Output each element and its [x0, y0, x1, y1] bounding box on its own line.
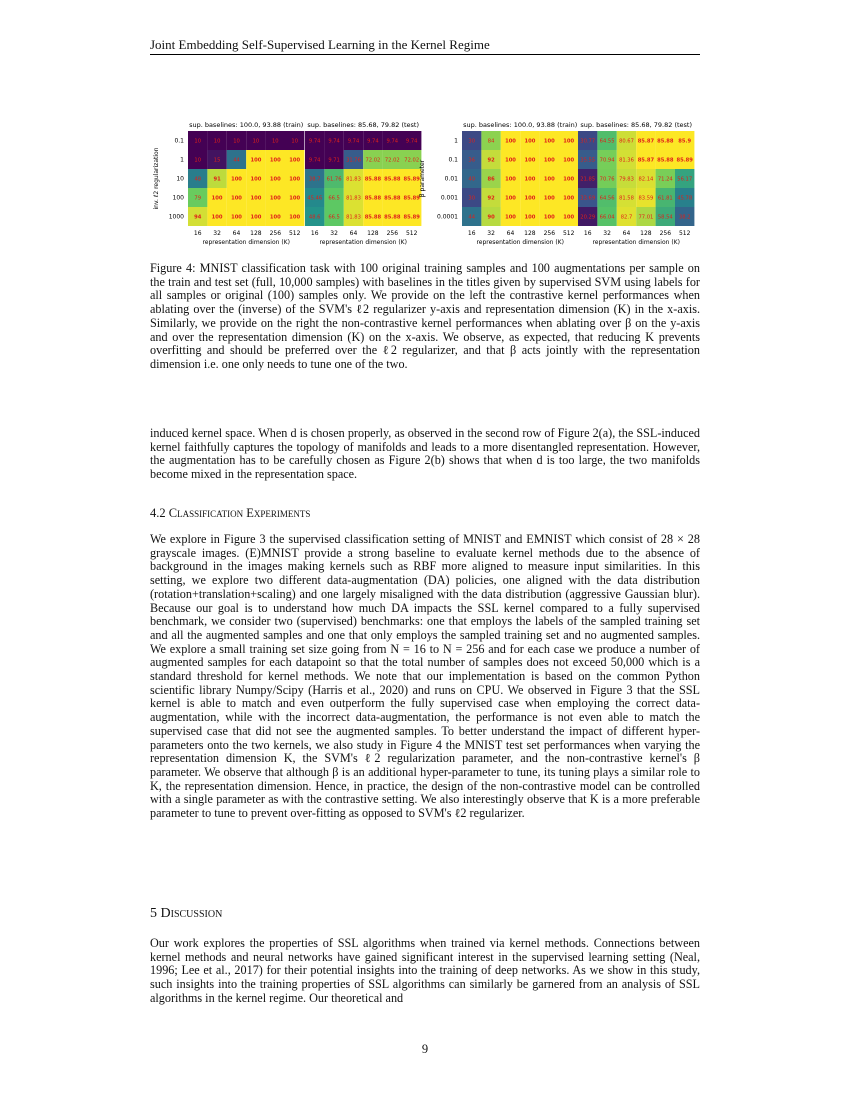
- paragraph: We explore in Figure 3 the supervised classification setting of MNIST and EMNIST which consist of 28 × 28 grayscale images. (E)MNIST provide a strong baseline to evaluate kernel methods due to the absence of background in the images making kernels such as RBF more aligned to measure input similarities. In this setting, we explore two different data-augmentation (DA) policies, one aligned with the data distribution (rotation+translation+scaling) and one largely misaligned with the data distribution (aggressive Gaussian blur). Because our goal is to understand how much DA impacts the SSL kernel compared to a fully supervised benchmark, we consider two (supervised) benchmarks: one that employs the labels of the sampled training set and all the augmented samples and one that only employs the sampled training set and no augmented samples. We explore a small training set size going from N = 16 to N = 256 and for each case we produce a number of augmented samples for each datapoint so that the total number of samples does not exceed 50,000 which is a standard threshold for kernel methods. We note that our implementation is based on the common Python scientific library Numpy/Scipy (Harris et al., 2020) and runs on CPU. We observed in Figure 3 that the SSL kernel is able to match and even outperform the fully supervised case when employing the correct data-augmentation, while with the incorrect data-augmentation, the performance is not even able to match the supervised case that did not see the augmented samples. To better understand the impact of different hyper-parameters onto the two kernels, we also study in Figure 4 the MNIST test set performances when varying the representation dimension K, the SVM's ℓ2 regularization parameter, and the non-contrastive kernel's β parameter. We observe that although β is an additional hyper-parameter to tune, its tuning plays a similar role to K, the representation dimension. Hence, in practice, the design of the non-contrastive model can be controlled with a single parameter as with the contrastive setting. We also interestingly observe that K is a more preferable parameter to tune to prevent over-fitting as opposed to SVM's ℓ2 regularizer.: [150, 532, 700, 821]
- cell-value-label: 100: [505, 138, 516, 145]
- x-tick-label: 32: [213, 230, 221, 237]
- cell-value-label: 40: [468, 176, 476, 183]
- cell-value-label: 85.87: [637, 138, 655, 145]
- x-tick-label: 512: [562, 230, 575, 237]
- cell-value-label: 72.02: [384, 157, 400, 164]
- cell-value-label: 61.76: [326, 176, 342, 183]
- heatmap-title: sup. baselines: 85.68, 79.82 (test): [580, 121, 693, 129]
- cell-value-label: 100: [289, 176, 301, 183]
- cell-value-label: 38.2: [678, 214, 691, 221]
- cell-value-label: 94: [194, 214, 202, 221]
- x-axis-label: representation dimension (K): [202, 239, 290, 246]
- cell-value-label: 85.9: [678, 138, 692, 145]
- cell-value-label: 9.74: [386, 138, 399, 145]
- cell-value-label: 100: [250, 176, 262, 183]
- cell-value-label: 100: [563, 176, 575, 183]
- cell-value-label: 100: [289, 195, 301, 202]
- cell-value-label: 45.46: [307, 195, 323, 202]
- cell-value-label: 100: [524, 176, 536, 183]
- x-tick-label: 512: [678, 230, 691, 237]
- cell-value-label: 79: [194, 195, 202, 202]
- cell-value-label: 9.74: [405, 138, 418, 145]
- figure-caption: Figure 4: MNIST classification task with 100 original training samples and 100 augmentations per sample on the train and test set (full, 10,000 samples) with baselines in the titles given by supervised SVM using labels for all samples or original (100) samples only. We provide on the left the contrastive kernel performances when ablating over the (inverse) of the SVM's ℓ2 regularizer y-axis and representation dimension (K) in the x-axis. Similarly, we provide on the right the non-contrastive kernel performances when ablating over β on the y-axis and over the representation dimension (K) on the x-axis. We observe, as expected, that reducing K prevents overfitting and should be preferred over the ℓ2 regularizer, and that β acts jointly with the representation dimension i.e. one only needs to tune one of the two.: [150, 261, 700, 371]
- x-tick-label: 256: [386, 230, 399, 237]
- x-tick-label: 16: [467, 230, 476, 237]
- cell-value-label: 86: [487, 176, 495, 183]
- cell-value-label: 36: [468, 157, 476, 164]
- page-number: 9: [421, 1042, 429, 1056]
- cell-value-label: 10: [233, 138, 240, 145]
- y-tick-label: 10: [176, 175, 184, 183]
- cell-value-label: 100: [505, 176, 516, 183]
- cell-value-label: 85.89: [403, 176, 420, 183]
- cell-value-label: 100: [289, 214, 301, 221]
- cell-value-label: 100: [563, 157, 575, 164]
- y-axis-label: β parameter: [419, 159, 426, 198]
- cell-value-label: 77.01: [638, 214, 654, 221]
- cell-value-label: 64.56: [599, 195, 615, 202]
- cell-value-label: 56.17: [677, 176, 693, 183]
- cell-value-label: 10: [213, 138, 221, 145]
- cell-value-label: 100: [563, 138, 575, 145]
- section-heading-5: 5 Discussion: [150, 906, 223, 921]
- x-tick-label: 32: [330, 230, 338, 237]
- y-tick-label: 0.01: [444, 175, 458, 183]
- cell-value-label: 81.36: [619, 157, 634, 164]
- cell-value-label: 80.67: [619, 138, 634, 145]
- cell-value-label: 81.58: [619, 195, 634, 202]
- cell-value-label: 85.89: [403, 214, 420, 221]
- cell-value-label: 100: [250, 214, 262, 221]
- cell-value-label: 30.77: [580, 138, 596, 145]
- cell-value-label: 84: [487, 138, 495, 145]
- x-tick-label: 64: [232, 230, 241, 237]
- cell-value-label: 100: [250, 157, 262, 164]
- cell-value-label: 82.7: [620, 214, 633, 221]
- x-tick-label: 512: [405, 230, 418, 237]
- y-tick-label: 1000: [168, 213, 184, 221]
- y-tick-label: 0.1: [174, 137, 184, 145]
- cell-value-label: 9.74: [328, 138, 340, 145]
- x-tick-label: 256: [659, 230, 672, 237]
- cell-value-label: 44: [233, 157, 240, 164]
- x-axis-label: representation dimension (K): [319, 239, 407, 246]
- header-rule: [150, 54, 700, 55]
- cell-value-label: 10: [271, 138, 279, 145]
- cell-value-label: 45.78: [677, 195, 693, 202]
- cell-value-label: 100: [269, 157, 281, 164]
- x-tick-label: 32: [603, 230, 611, 237]
- cell-value-label: 100: [211, 195, 223, 202]
- cell-value-label: 82.14: [638, 176, 654, 183]
- cell-value-label: 72.02: [404, 157, 420, 164]
- cell-value-label: 85.88: [364, 214, 382, 221]
- x-tick-label: 128: [524, 230, 536, 237]
- cell-value-label: 90: [487, 214, 495, 221]
- cell-value-label: 48: [194, 176, 202, 183]
- cell-value-label: 100: [524, 214, 536, 221]
- cell-value-label: 85.88: [364, 176, 382, 183]
- y-tick-label: 100: [172, 194, 184, 202]
- cell-value-label: 9.71: [328, 157, 340, 164]
- cell-value-label: 30: [468, 138, 476, 145]
- heatmap-title: sup. baselines: 100.0, 93.88 (train): [463, 121, 578, 129]
- y-tick-label: 0.1: [448, 156, 458, 164]
- cell-value-label: 10: [252, 138, 260, 145]
- x-tick-label: 64: [622, 230, 631, 237]
- y-axis-label: inv. ℓ2 regularization: [153, 147, 160, 210]
- cell-value-label: 30: [468, 195, 476, 202]
- cell-value-label: 100: [524, 138, 536, 145]
- y-tick-label: 1: [180, 156, 184, 164]
- cell-value-label: 79.83: [619, 176, 634, 183]
- cell-value-label: 70.76: [599, 176, 615, 183]
- cell-value-label: 66.5: [328, 195, 340, 202]
- cell-value-label: 92: [487, 157, 495, 164]
- cell-value-label: 100: [505, 195, 516, 202]
- x-tick-label: 32: [487, 230, 495, 237]
- cell-value-label: 58.54: [657, 214, 673, 221]
- cell-value-label: 100: [543, 157, 555, 164]
- cell-value-label: 100: [269, 214, 281, 221]
- cell-value-label: 85.88: [657, 138, 674, 145]
- cell-value-label: 9.74: [308, 157, 321, 164]
- cell-value-label: 100: [505, 214, 516, 221]
- cell-value-label: 33.69: [580, 195, 596, 202]
- cell-value-label: 9.74: [347, 138, 360, 145]
- x-tick-label: 256: [543, 230, 556, 237]
- heatmap-title: sup. baselines: 85.68, 79.82 (test): [307, 121, 420, 129]
- cell-value-label: 85.87: [637, 157, 655, 164]
- cell-value-label: 61.81: [657, 195, 673, 202]
- section-heading-4-2: 4.2 Classification Experiments: [150, 506, 311, 520]
- cell-value-label: 85.88: [384, 195, 401, 202]
- figure-4-heatmaps: [140, 112, 710, 247]
- cell-value-label: 85.89: [403, 195, 420, 202]
- cell-value-label: 91: [213, 176, 221, 183]
- cell-value-label: 64.55: [599, 138, 615, 145]
- cell-value-label: 100: [563, 195, 575, 202]
- cell-value-label: 72.02: [365, 157, 381, 164]
- cell-value-label: 100: [543, 138, 555, 145]
- cell-value-label: 100: [543, 176, 555, 183]
- cell-value-label: 31.76: [346, 157, 361, 164]
- x-axis-label: representation dimension (K): [476, 239, 564, 246]
- cell-value-label: 48.6: [308, 214, 321, 221]
- cell-value-label: 10: [291, 138, 299, 145]
- cell-value-label: 15: [213, 157, 221, 164]
- cell-value-label: 100: [231, 195, 242, 202]
- y-tick-label: 0.001: [440, 194, 458, 202]
- y-tick-label: 1: [454, 137, 458, 145]
- cell-value-label: 35.55: [580, 157, 596, 164]
- cell-value-label: 9.74: [308, 138, 321, 145]
- cell-value-label: 71.24: [657, 176, 673, 183]
- cell-value-label: 81.83: [346, 176, 361, 183]
- x-tick-label: 128: [640, 230, 652, 237]
- cell-value-label: 100: [543, 214, 555, 221]
- x-axis-label: representation dimension (K): [592, 239, 680, 246]
- cell-value-label: 38.7: [308, 176, 321, 183]
- cell-value-label: 66.5: [328, 214, 340, 221]
- x-tick-label: 64: [349, 230, 358, 237]
- x-tick-label: 512: [288, 230, 301, 237]
- x-tick-label: 128: [367, 230, 379, 237]
- cell-value-label: 100: [543, 195, 555, 202]
- cell-value-label: 9.74: [367, 138, 379, 145]
- cell-value-label: 100: [524, 195, 536, 202]
- cell-value-label: 85.89: [676, 157, 693, 164]
- x-tick-label: 64: [506, 230, 515, 237]
- x-tick-label: 16: [193, 230, 202, 237]
- cell-value-label: 10: [194, 157, 202, 164]
- heatmap-title: sup. baselines: 100.0, 93.88 (train): [189, 121, 304, 129]
- cell-value-label: 100: [231, 176, 242, 183]
- cell-value-label: 81.83: [346, 195, 361, 202]
- cell-value-label: 100: [269, 176, 281, 183]
- cell-value-label: 10: [194, 138, 202, 145]
- cell-value-label: 21.85: [580, 176, 596, 183]
- cell-value-label: 100: [231, 214, 242, 221]
- cell-value-label: 85.88: [657, 157, 674, 164]
- y-tick-label: 0.0001: [437, 213, 458, 221]
- cell-value-label: 100: [505, 157, 516, 164]
- paragraph: induced kernel space. When d is chosen properly, as observed in the second row of Figure 2(a), the SSL-induced kernel faithfully captures the topology of manifolds and leads to a more disentangled representation. However, the augmentation has to be carefully chosen as Figure 2(b) shows that when d is too large, the two manifolds become mixed in the representation space.: [150, 426, 700, 482]
- cell-value-label: 70.94: [599, 157, 615, 164]
- x-tick-label: 256: [269, 230, 282, 237]
- cell-value-label: 100: [524, 157, 536, 164]
- cell-value-label: 85.88: [384, 214, 401, 221]
- cell-value-label: 85.88: [384, 176, 401, 183]
- cell-value-label: 100: [563, 214, 575, 221]
- cell-value-label: 44: [468, 214, 476, 221]
- cell-value-label: 81.83: [346, 214, 361, 221]
- x-tick-label: 16: [310, 230, 319, 237]
- cell-value-label: 20.29: [580, 214, 596, 221]
- cell-value-label: 83.59: [638, 195, 654, 202]
- x-tick-label: 16: [583, 230, 592, 237]
- cell-value-label: 85.88: [364, 195, 382, 202]
- x-tick-label: 128: [250, 230, 262, 237]
- cell-value-label: 100: [211, 214, 223, 221]
- cell-value-label: 92: [487, 195, 495, 202]
- cell-value-label: 100: [269, 195, 281, 202]
- cell-value-label: 100: [289, 157, 301, 164]
- cell-value-label: 100: [250, 195, 262, 202]
- cell-value-label: 66.04: [599, 214, 615, 221]
- running-header: Joint Embedding Self-Supervised Learning in the Kernel Regime: [150, 37, 490, 52]
- paragraph: Our work explores the properties of SSL algorithms when trained via kernel methods. Connections between kernel methods and neural networks have gained significant interest in the supervised learning setting (Neal, 1996; Lee et al., 2017) for their potential insights into the training of deep networks. As we show in this study, such insights into the training properties of SSL algorithms can similarly be garnered from an analysis of SSL algorithms in the kernel regime. Our theoretical and: [150, 936, 700, 1005]
